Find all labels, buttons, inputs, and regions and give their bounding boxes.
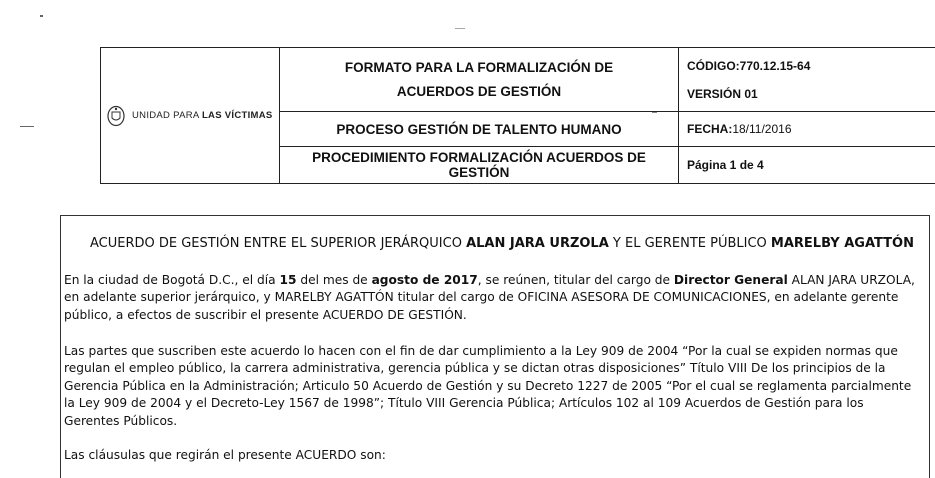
format-title-line1: FORMATO PARA LA FORMALIZACIÓN DE (280, 56, 678, 80)
unidad-victimas-logo (101, 105, 279, 127)
logo-text: UNIDAD PARA LAS VÍCTIMAS (132, 110, 273, 121)
procedure-name: PROCEDIMIENTO FORMALIZACIÓN ACUERDOS DE GESTIÓN (280, 147, 679, 184)
paragraph-legal-basis: Las partes que suscriben este acuerdo lo hacen con el fin de dar cumplimiento a la Ley 909 de 2004 “Por la cual se expiden normas que regulan el empleo público, la carrera administrativa, gerencia pública y se dictan otras disposiciones” Título VIII De los principios de la Gerencia Pública en la Administración; Articulo 50 Acuerdo de Gestión y su Decreto 1227 de 2005 “Por el cual se reglamenta parcialmente la Ley 909 de 2004 y el Decreto-Ley 1567 de 1998”; Título VIII Gerencia Pública; Artículos 102 al 109 Acuerdos de Gestión para los Gerentes Públicos. (64, 343, 922, 430)
page-number: Página 1 de 4 (679, 147, 935, 184)
paragraph-parties: En la ciudad de Bogotá D.C., el día 15 del mes de agosto de 2017, se reúnen, titular del cargo de Director General ALAN JARA URZOLA, en adelante superior jerárquico, y MARELBY AGATTÓN titular del cargo de OFICINA ASESORA DE COMUNICACIONES, en adelante gerente público, a efectos de suscribir el presente ACUERDO DE GESTIÓN. (64, 272, 922, 324)
process-name: PROCESO GESTIÓN DE TALENTO HUMANO (280, 112, 679, 147)
agreement-heading: ACUERDO DE GESTIÓN ENTRE EL SUPERIOR JERÁRQUICO ALAN JARA URZOLA Y EL GERENTE PÚBLICO MARELBY AGATTÓN (90, 236, 914, 251)
scan-speck (455, 28, 465, 29)
paragraph-clauses-intro: Las cláusulas que regirán el presente ACUERDO son: (64, 447, 922, 464)
document-header-table (100, 47, 935, 184)
date-value: 18/11/2016 (732, 122, 791, 136)
scan-speck (20, 126, 34, 127)
code-version-cell (679, 48, 935, 112)
format-title-line2: ACUERDOS DE GESTIÓN (280, 80, 678, 104)
scan-speck (40, 15, 43, 17)
coat-of-arms-icon (106, 105, 126, 127)
manager-name: MARELBY AGATTÓN (771, 236, 914, 251)
date-cell (679, 112, 935, 147)
logo-cell (101, 48, 280, 184)
format-title-cell (280, 48, 679, 112)
document-version: VERSIÓN 01 (687, 87, 935, 101)
document-code: CÓDIGO:770.12.15-64 (687, 59, 935, 73)
date-label: FECHA: (687, 122, 732, 136)
superior-name: ALAN JARA URZOLA (466, 236, 609, 251)
